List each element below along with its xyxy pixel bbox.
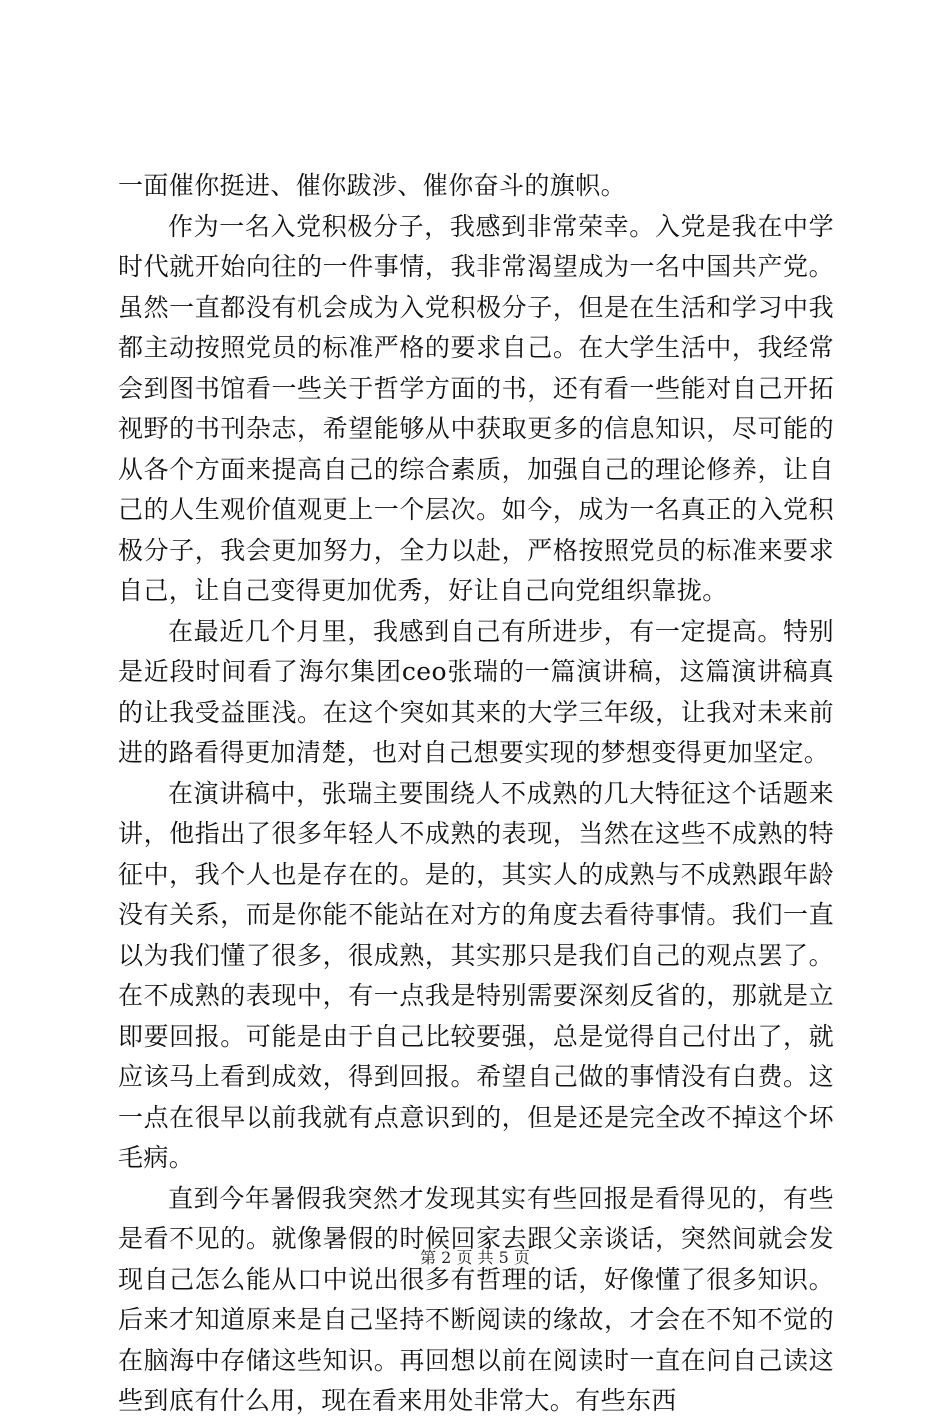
paragraph-continuation: 一面催你挺进、催你跋涉、催你奋斗的旗帜。 [118, 171, 627, 200]
document-body [118, 166, 834, 1422]
paragraph: 在演讲稿中，张瑞主要围绕人不成熟的几大特征这个话题来讲，他指出了很多年轻人不成熟的表现，当然在这些不成熟的特征中，我个人也是存在的。是的，其实人的成熟与不成熟跟年龄没有关系，而是你能不能站在对方的角度去看待事情。我们一直以为我们懂了很多，很成熟，其实那只是我们自己的观点罢了。在不成熟的表现中，有一点我是特别需要深刻反省的，那就是立即要回报。可能是由于自己比较要强，总是觉得自己付出了，就应该马上看到成效，得到回报。希望自己做的事情没有白费。这一点在很早以前我就有点意识到的，但是还是完全改不掉这个坏毛病。 [118, 778, 834, 1172]
paragraph: 在最近几个月里，我感到自己有所进步，有一定提高。特别是近段时间看了海尔集团ceo张瑞的一篇演讲稿，这篇演讲稿真的让我受益匪浅。在这个突如其来的大学三年级，让我对未来前进的路看得更加清楚，也对自己想要实现的梦想变得更加坚定。 [118, 616, 834, 767]
paragraph: 直到今年暑假我突然才发现其实有些回报是看得见的，有些是看不见的。就像暑假的时候回家去跟父亲谈话，突然间就会发现自己怎么能从口中说出很多有哲理的话，好像懂了很多知识。后来才知道原来是自己坚持不断阅读的缘故，才会在不知不觉的在脑海中存储这些知识。再回想以前在阅读时一直在问自己读这些到底有什么用，现在看来用处非常大。有些东西 [118, 1183, 834, 1415]
page-number-footer: 第 2 页 共 5 页 [420, 1248, 530, 1267]
paragraph: 作为一名入党积极分子，我感到非常荣幸。入党是我在中学时代就开始向往的一件事情，我非常渴望成为一名中国共产党。虽然一直都没有机会成为入党积极分子，但是在生活和学习中我都主动按照党员的标准严格的要求自己。在大学生活中，我经常会到图书馆看一些关于哲学方面的书，还有看一些能对自己开拓视野的书刊杂志，希望能够从中获取更多的信息知识，尽可能的从各个方面来提高自己的综合素质，加强自己的理论修养，让自己的人生观价值观更上一个层次。如今，成为一名真正的入党积极分子，我会更加努力，全力以赴，严格按照党员的标准来要求自己，让自己变得更加优秀，好让自己向党组织靠拢。 [118, 211, 834, 605]
